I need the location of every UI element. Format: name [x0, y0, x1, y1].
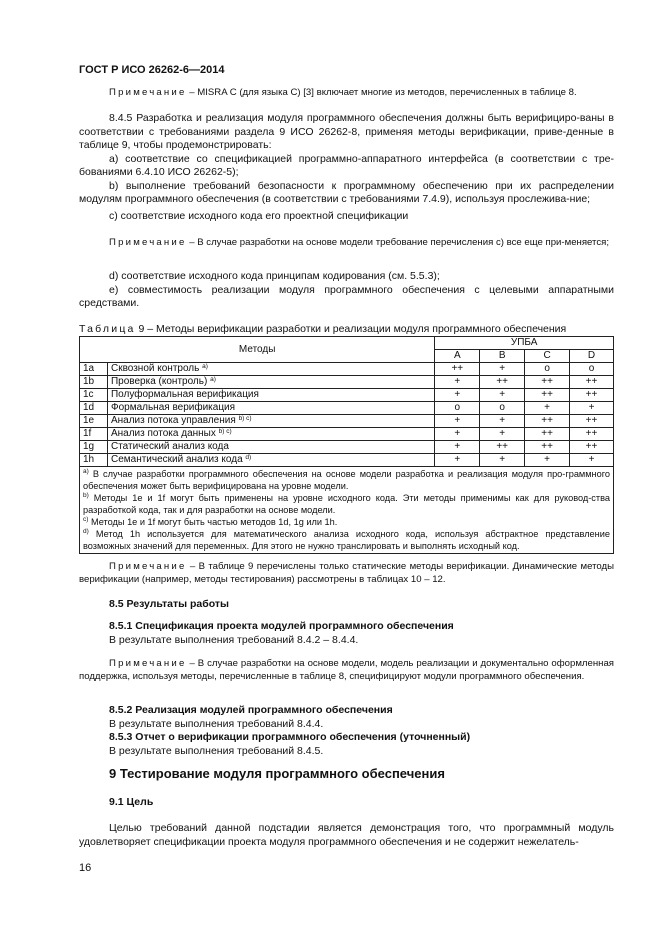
heading-9: 9 Тестирование модуля программного обеспечения [109, 766, 445, 781]
note-label: Примечание [109, 237, 187, 248]
method-name: Семантический анализ кода $^{d)}$ [107, 454, 434, 467]
method-rating: o [480, 402, 525, 415]
footnote-d: $^{d)}$ Метод 1h используется для математического анализа исходного кода, используя абстрактное представление возможных значений для переменных. Для этого не нужно транслировать и выполнять исходный код. [83, 528, 610, 551]
method-rating: ++ [525, 415, 570, 428]
method-id: 1e [80, 415, 108, 428]
method-name: Полуформальная верификация [107, 389, 434, 402]
method-rating: + [435, 389, 480, 402]
method-rating: + [435, 428, 480, 441]
method-rating: ++ [570, 441, 614, 454]
note-dash: – [189, 87, 195, 98]
table-row [80, 402, 614, 415]
table-caption-text: 9 – Методы верификации разработки и реализации модуля программного обеспечения [138, 323, 567, 335]
method-rating: + [480, 415, 525, 428]
section-8-5-2-3 [79, 704, 614, 758]
method-rating: + [435, 454, 480, 467]
section-8-5 [79, 598, 614, 612]
table-row [80, 454, 614, 467]
list-item-a: a) соответствие со спецификацией программно-аппаратного интерфейса (в соответствии с тре-бованиями 6.4.10 ИСО 26262-5); [79, 152, 614, 178]
method-rating: ++ [480, 376, 525, 389]
table-footnotes [80, 467, 614, 554]
header-upba: УПБА [435, 337, 614, 350]
note-text: В случае разработки на основе модели требование перечисления c) все еще при-меняется; [197, 237, 609, 248]
section-9-1 [79, 796, 614, 810]
paragraph-8-5-3: В результате выполнения требований 8.4.5. [109, 744, 324, 757]
note-text: В случае разработки на основе модели, модель реализации и документально оформленная поддержка, используя методы, перечисленные в таблице 8, специфицируют модули программного обеспечения. [79, 658, 614, 682]
table-caption-label: Таблица [79, 323, 136, 335]
method-rating: + [480, 454, 525, 467]
document-header: ГОСТ Р ИСО 26262-6—2014 [79, 64, 225, 76]
table-row [80, 415, 614, 428]
list-d-e [79, 270, 614, 311]
note-dash: – [189, 561, 196, 572]
paragraph-8-5-2: В результате выполнения требований 8.4.4. [109, 717, 324, 730]
note-label: Примечание [109, 658, 187, 669]
method-rating: + [480, 389, 525, 402]
heading-8-5-2: 8.5.2 Реализация модулей программного обеспечения [109, 704, 393, 716]
paragraph-8-5-1: В результате выполнения требований 8.4.2 – 8.4.4. [109, 633, 359, 646]
method-name: Формальная верификация [107, 402, 434, 415]
note-label: Примечание [109, 87, 187, 98]
method-name: Анализ потока управления $^{b) c)}$ [107, 415, 434, 428]
note-label: Примечание [109, 561, 187, 572]
method-name: Статический анализ кода [107, 441, 434, 454]
method-name: Проверка (контроль) $^{a)}$ [107, 376, 434, 389]
method-rating: + [435, 415, 480, 428]
method-rating: ++ [570, 389, 614, 402]
method-rating: o [435, 402, 480, 415]
note-dash: – [189, 658, 195, 669]
list-item-b: b) выполнение требований безопасности к программному обеспечению при их распределении модулям программного обеспечения (в соответствии с требованиями 7.4.9), используя прослежива-ние; [79, 179, 614, 205]
method-id: 1a [80, 363, 108, 376]
header-col-d: D [570, 350, 614, 363]
section-9 [79, 767, 614, 781]
table-row [80, 389, 614, 402]
header-col-b: B [480, 350, 525, 363]
section-8-5-1 [79, 620, 614, 647]
method-rating: ++ [525, 441, 570, 454]
method-rating: o [525, 363, 570, 376]
method-rating: ++ [570, 415, 614, 428]
method-id: 1g [80, 441, 108, 454]
method-rating: ++ [525, 428, 570, 441]
method-rating: ++ [525, 376, 570, 389]
list-item-e: e) совместимость реализации модуля программного обеспечения с целевыми аппаратными средствами. [79, 283, 614, 309]
page-number: 16 [79, 862, 92, 874]
table-caption [79, 323, 614, 335]
method-rating: o [570, 363, 614, 376]
heading-8-5-3: 8.5.3 Отчет о верификации программного обеспечения (уточненный) [109, 731, 471, 743]
header-col-a: A [435, 350, 480, 363]
footnote-c: $^{c)}$ Методы 1e и 1f могут быть частью методов 1d, 1g или 1h. [83, 516, 338, 527]
verification-methods-table [79, 336, 614, 554]
table-row [80, 428, 614, 441]
method-rating: ++ [570, 428, 614, 441]
method-id: 1h [80, 454, 108, 467]
note-3 [79, 561, 614, 586]
list-item-d: d) соответствие исходного кода принципам кодирования (см. 5.5.3); [109, 270, 440, 282]
method-rating: ++ [525, 389, 570, 402]
note-dash: – [189, 237, 195, 248]
table-row [80, 363, 614, 376]
header-methods: Методы [80, 337, 435, 363]
method-id: 1f [80, 428, 108, 441]
method-rating: ++ [570, 376, 614, 389]
method-rating: + [570, 402, 614, 415]
method-rating: + [435, 376, 480, 389]
method-rating: + [525, 454, 570, 467]
method-id: 1d [80, 402, 108, 415]
footnote-a: $^{a)}$ В случае разработки программного обеспечения на основе модели разработка и реализация модуля про-граммного обеспечения может быть верифицирована на уровне модели. [83, 468, 611, 491]
section-8-4-5 [79, 112, 614, 223]
header-col-c: C [525, 350, 570, 363]
note-4 [79, 658, 614, 683]
note-1 [79, 87, 614, 100]
method-rating: + [480, 363, 525, 376]
paragraph-8-4-5: 8.4.5 Разработка и реализация модуля программного обеспечения должны быть верифициро-ваны в соответствии с требованиями раздела 9 ИСО 26262-8, применяя методы верификации, приве-денные в таблице 9, чтобы продемонстрировать: [79, 112, 614, 151]
method-name: Сквозной контроль $^{a)}$ [107, 363, 434, 376]
method-id: 1c [80, 389, 108, 402]
footnote-b: $^{b)}$ Методы 1e и 1f могут быть применены на уровне исходного кода. Эти методы применимы как для руковод-ства разработкой кода, так и для разработки на основе модели. [83, 492, 610, 515]
method-rating: + [435, 441, 480, 454]
method-rating: ++ [480, 441, 525, 454]
paragraph-9-1-text: Целью требований данной подстадии является демонстрация того, что программный модуль удовлетворяет спецификации проекта модуля программного обеспечения и не содержит нежелатель- [79, 822, 614, 848]
heading-8-5-1: 8.5.1 Спецификация проекта модулей программного обеспечения [109, 620, 454, 632]
method-rating: + [570, 454, 614, 467]
note-2 [79, 237, 614, 250]
method-rating: + [525, 402, 570, 415]
table-row [80, 441, 614, 454]
method-rating: ++ [435, 363, 480, 376]
heading-9-1: 9.1 Цель [109, 796, 154, 808]
table-row [80, 376, 614, 389]
heading-8-5: 8.5 Результаты работы [109, 598, 229, 610]
method-name: Анализ потока данных $^{b) c)}$ [107, 428, 434, 441]
note-text: В таблице 9 перечислены только статические методы верификации. Динамические методы верификации (например, методы тестирования) рассмотрены в таблицах 10 – 12. [79, 561, 615, 585]
paragraph-9-1 [79, 822, 614, 849]
method-rating: + [480, 428, 525, 441]
note-text: MISRA C (для языка C) [3] включает многие из методов, перечисленных в таблице 8. [197, 87, 577, 98]
method-id: 1b [80, 376, 108, 389]
list-item-c: c) соответствие исходного кода его проектной спецификации [109, 209, 409, 222]
